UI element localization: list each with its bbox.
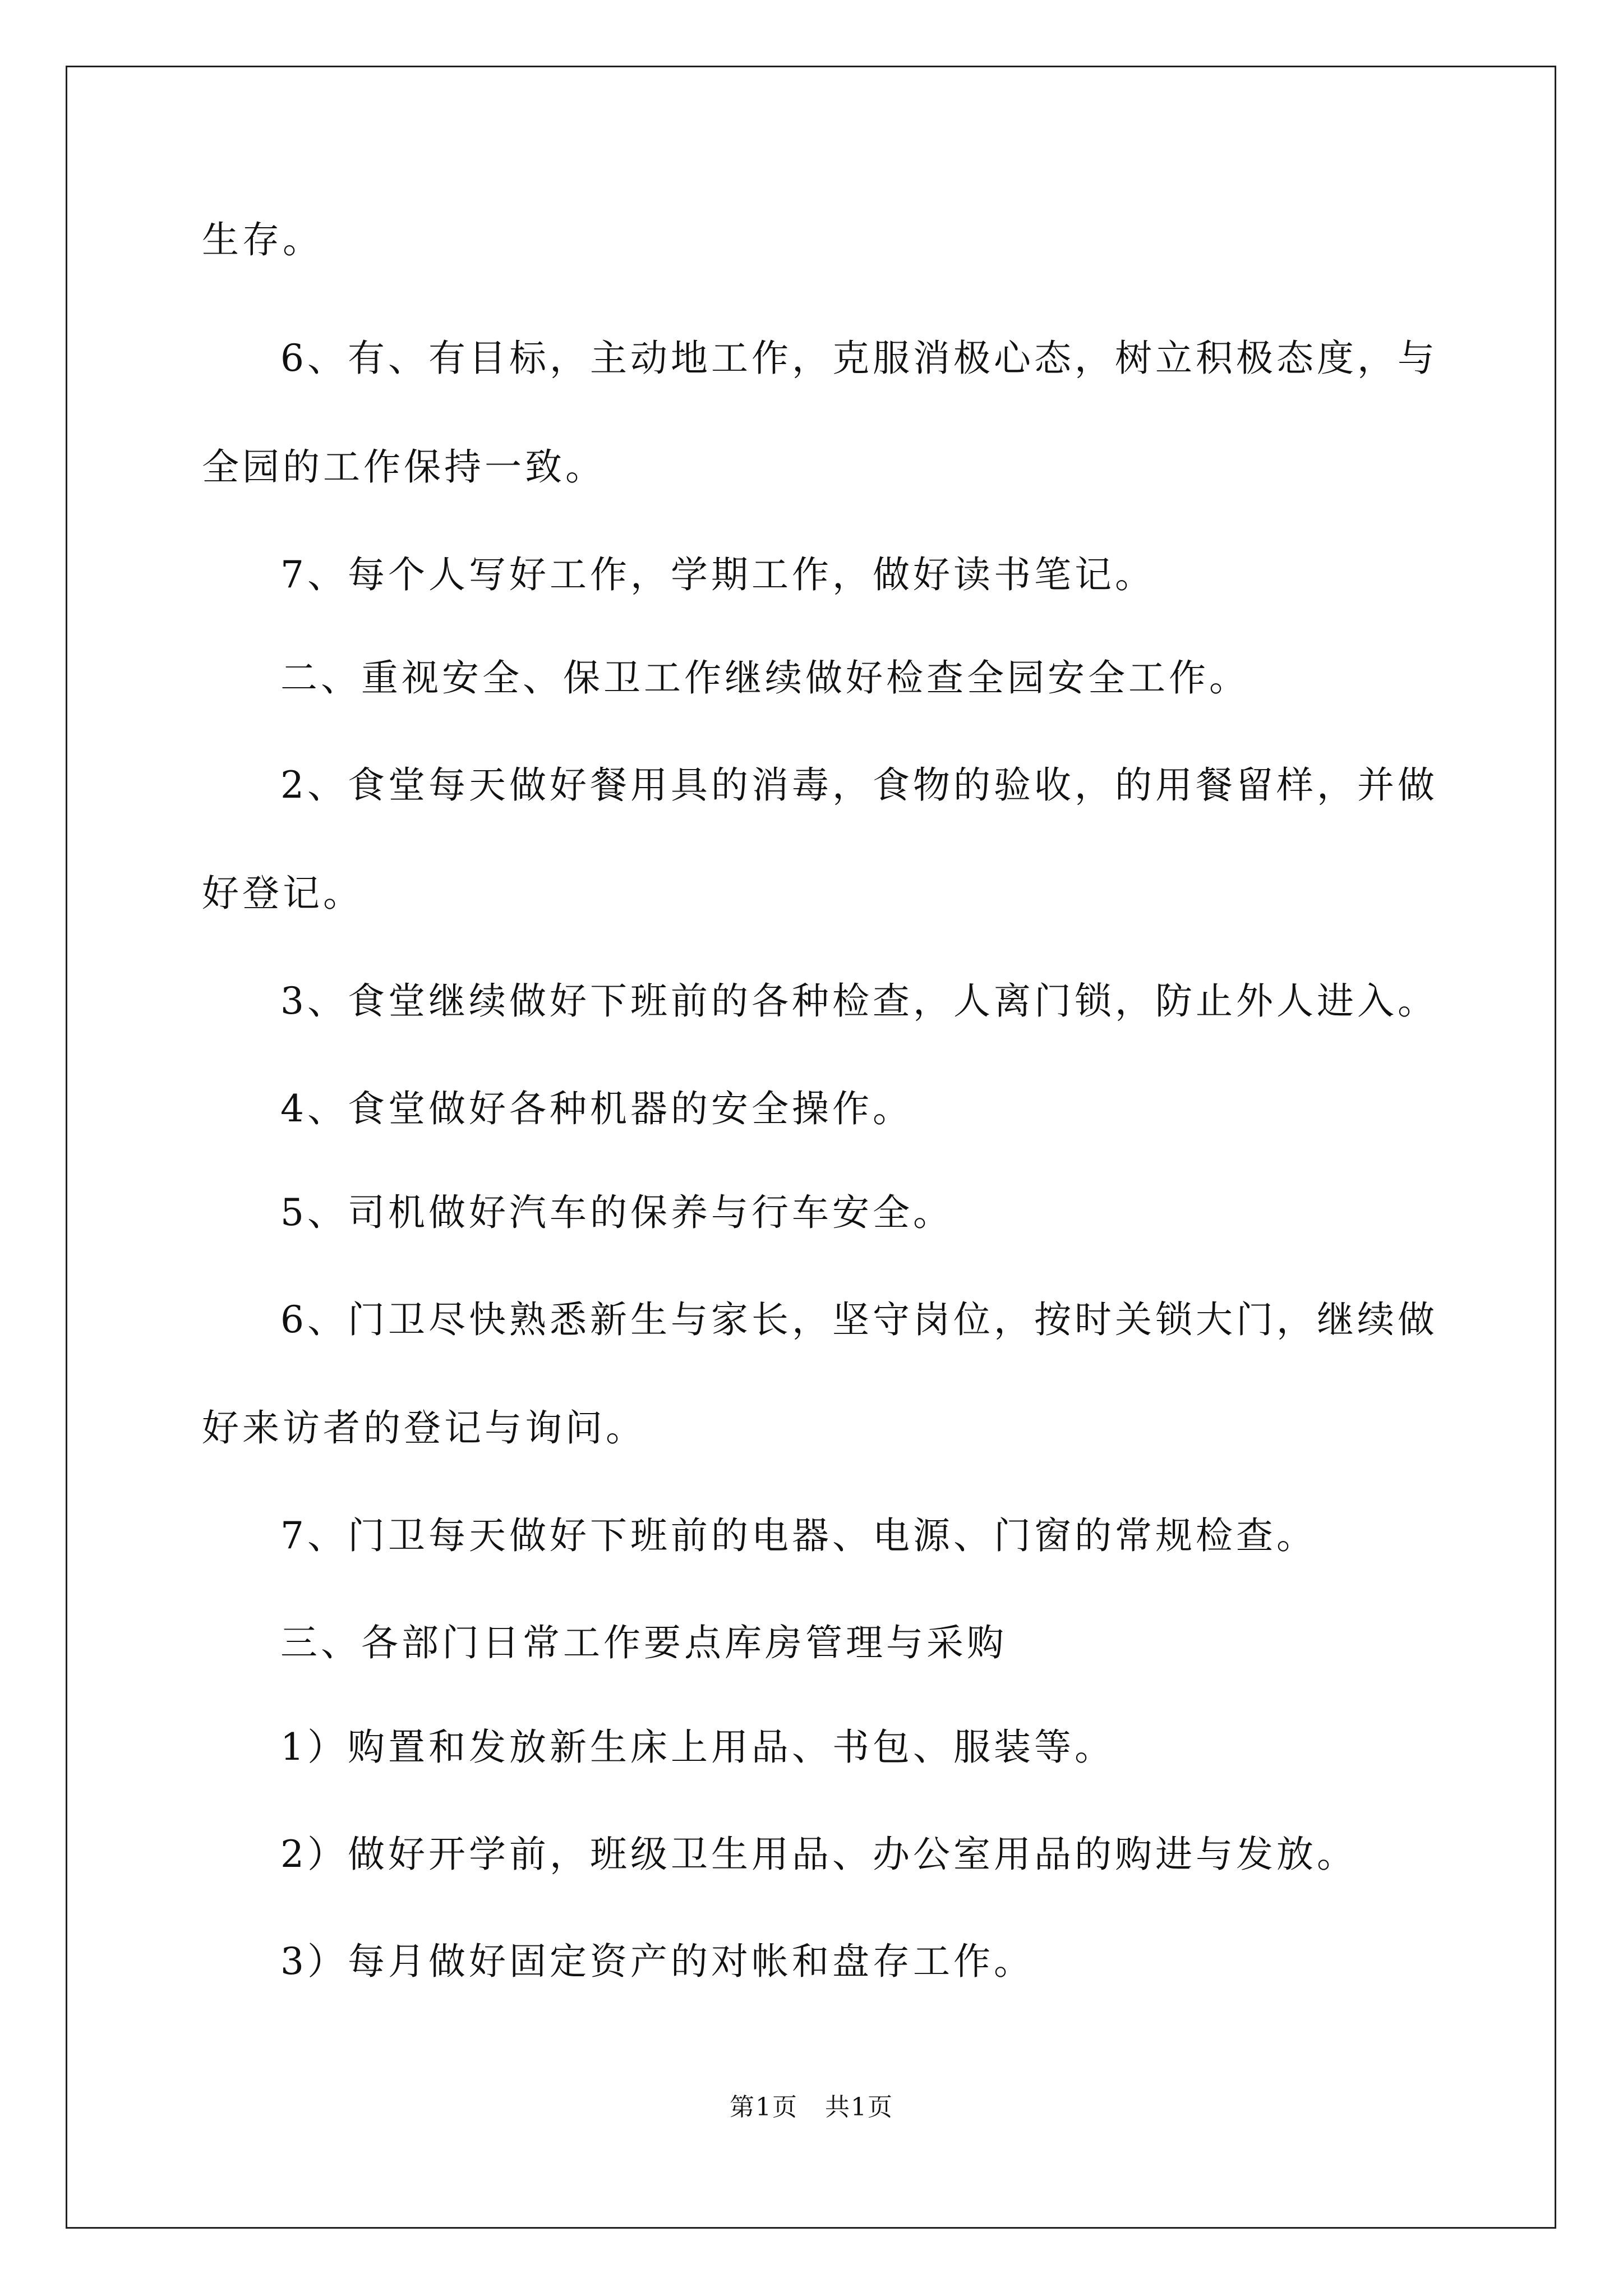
page-footer: [0, 2091, 1623, 2124]
text-line-6: 2、食堂每天做好餐用具的消毒，食物的验收，的用餐留样，并做: [280, 763, 1438, 807]
page-number: 第1页: [730, 2093, 798, 2122]
text-line-17: 3）每月做好固定资产的对帐和盘存工作。: [280, 1940, 1034, 1983]
text-line-14: 三、各部门日常工作要点库房管理与采购: [280, 1621, 1007, 1664]
text-line-3: 全园的工作保持一致。: [202, 445, 606, 489]
text-line-13: 7、门卫每天做好下班前的电器、电源、门窗的常规检查。: [280, 1514, 1317, 1557]
text-line-15: 1）购置和发放新生床上用品、书包、服装等。: [280, 1726, 1115, 1769]
text-line-10: 5、司机做好汽车的保养与行车安全。: [280, 1191, 953, 1234]
text-line-12: 好来访者的登记与询问。: [202, 1406, 646, 1450]
text-line-1: 生存。: [202, 218, 323, 261]
text-line-2: 6、有、有目标，主动地工作，克服消极心态，树立积极态度，与: [280, 337, 1438, 380]
text-line-5: 二、重视安全、保卫工作继续做好检查全园安全工作。: [280, 656, 1249, 700]
text-line-7: 好登记。: [202, 872, 363, 915]
text-line-11: 6、门卫尽快熟悉新生与家长，坚守岗位，按时关锁大门，继续做: [280, 1298, 1438, 1341]
page-total: 共1页: [825, 2093, 893, 2122]
page-border: [66, 66, 1556, 2229]
text-line-9: 4、食堂做好各种机器的安全操作。: [280, 1087, 913, 1130]
text-line-16: 2）做好开学前，班级卫生用品、办公室用品的购进与发放。: [280, 1833, 1357, 1876]
text-line-4: 7、每个人写好工作，学期工作，做好读书笔记。: [280, 553, 1155, 596]
text-line-8: 3、食堂继续做好下班前的各种检查，人离门锁，防止外人进入。: [280, 979, 1438, 1023]
